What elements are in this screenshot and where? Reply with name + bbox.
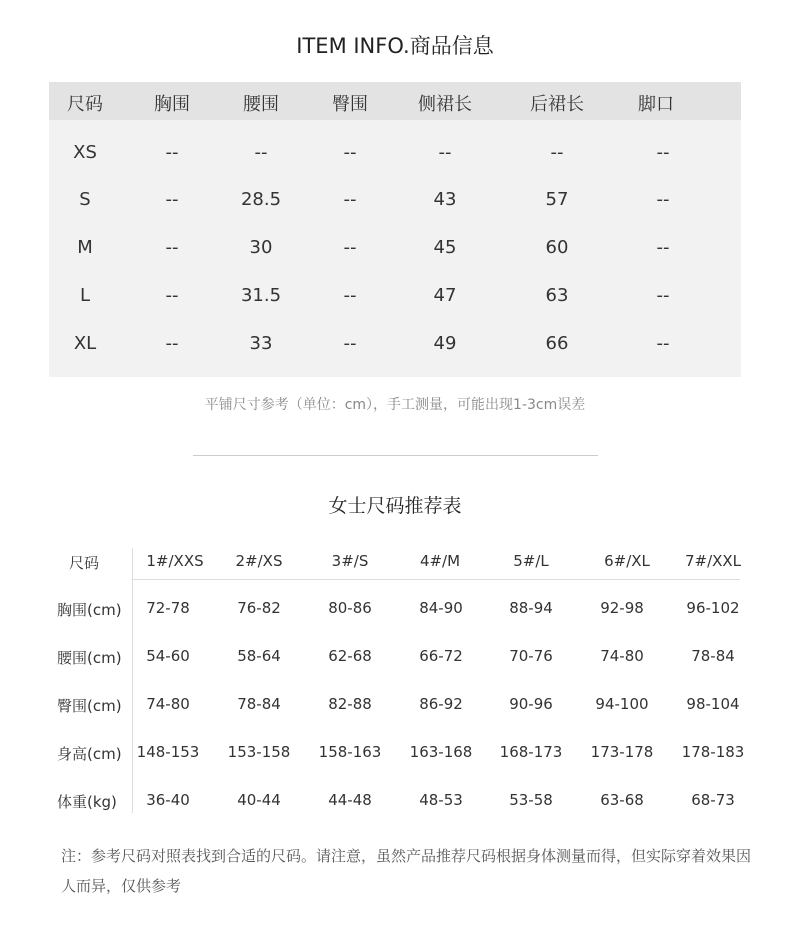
table-row <box>49 647 749 671</box>
table-cell: 54-60 <box>146 647 190 665</box>
table-cell: 78-84 <box>237 695 281 713</box>
header-size: 尺码 <box>68 554 100 572</box>
table-cell: 47 <box>433 285 457 306</box>
table-cell: 72-78 <box>146 599 190 617</box>
header-hip: 臀围 <box>332 94 368 115</box>
table-row <box>49 743 749 767</box>
table-row <box>49 695 749 719</box>
header-size-column: 7#/XXL <box>684 552 742 570</box>
row-label: 臀围(cm) <box>57 697 122 715</box>
table-cell: XS <box>73 142 97 163</box>
section-divider <box>193 455 598 456</box>
table-cell: -- <box>254 142 268 163</box>
header-side-length: 侧裙长 <box>418 94 472 115</box>
table-cell: 49 <box>433 333 457 354</box>
table-cell: 57 <box>545 189 569 210</box>
table-column-divider <box>132 548 133 813</box>
table-row <box>49 189 741 219</box>
header-size-column: 3#/S <box>331 552 369 570</box>
table-cell: 48-53 <box>419 791 463 809</box>
table-cell: 76-82 <box>237 599 281 617</box>
table-cell: L <box>79 285 91 306</box>
item-info-title: ITEM INFO.商品信息 <box>296 34 494 58</box>
table-cell: -- <box>656 333 670 354</box>
header-size-column: 5#/L <box>513 552 549 570</box>
row-label: 胸围(cm) <box>57 601 122 619</box>
table-cell: M <box>77 237 93 258</box>
table-header-divider <box>133 579 740 580</box>
table-cell: -- <box>656 142 670 163</box>
table-cell: 173-178 <box>590 743 654 761</box>
table-cell: 158-163 <box>318 743 382 761</box>
table-row <box>49 333 741 363</box>
table-row <box>49 142 741 172</box>
header-waist: 腰围 <box>243 94 279 115</box>
table-cell: 63-68 <box>600 791 644 809</box>
header-size-column: 6#/XL <box>604 552 650 570</box>
table-cell: -- <box>656 237 670 258</box>
table-cell: 92-98 <box>600 599 644 617</box>
table-cell: 98-104 <box>686 695 740 713</box>
table-cell: 36-40 <box>146 791 190 809</box>
table-cell: -- <box>165 142 179 163</box>
header-size-column: 4#/M <box>419 552 461 570</box>
table-cell: 44-48 <box>328 791 372 809</box>
table-cell: 168-173 <box>499 743 563 761</box>
table-cell: 63 <box>545 285 569 306</box>
table-cell: 148-153 <box>136 743 200 761</box>
table-cell: -- <box>656 189 670 210</box>
table-cell: 62-68 <box>328 647 372 665</box>
table-cell: -- <box>343 189 357 210</box>
table-cell: 33 <box>249 333 273 354</box>
row-label: 腰围(cm) <box>57 649 122 667</box>
table-cell: 31.5 <box>240 285 282 306</box>
table-cell: 84-90 <box>419 599 463 617</box>
row-label: 体重(kg) <box>57 793 117 811</box>
measurement-note: 平铺尺寸参考（单位：cm），手工测量，可能出现1-3cm误差 <box>204 397 586 413</box>
table-cell: 153-158 <box>227 743 291 761</box>
header-hem: 脚口 <box>638 94 674 115</box>
table-cell: 90-96 <box>509 695 553 713</box>
table-cell: -- <box>165 189 179 210</box>
row-label: 身高(cm) <box>57 745 122 763</box>
table-cell: 40-44 <box>237 791 281 809</box>
table-cell: 28.5 <box>240 189 282 210</box>
table-cell: 70-76 <box>509 647 553 665</box>
header-chest: 胸围 <box>154 94 190 115</box>
table-cell: XL <box>73 333 97 354</box>
table-row <box>49 237 741 267</box>
table-cell: 58-64 <box>237 647 281 665</box>
header-size: 尺码 <box>67 94 103 115</box>
table-cell: -- <box>343 237 357 258</box>
table-cell: -- <box>343 285 357 306</box>
table-cell: 74-80 <box>146 695 190 713</box>
table-cell: -- <box>550 142 564 163</box>
table-cell: 43 <box>433 189 457 210</box>
table-cell: 178-183 <box>681 743 745 761</box>
item-info-table <box>49 82 741 377</box>
table-cell: 86-92 <box>419 695 463 713</box>
table-cell: 53-58 <box>509 791 553 809</box>
item-info-header-row <box>49 82 741 120</box>
size-recommendation-table <box>49 545 749 815</box>
table-cell: 68-73 <box>691 791 735 809</box>
size-recommendation-title: 女士尺码推荐表 <box>328 495 462 517</box>
table-cell: 163-168 <box>409 743 473 761</box>
table-cell: 30 <box>249 237 273 258</box>
table-cell: 45 <box>433 237 457 258</box>
table-row <box>49 791 749 815</box>
table-cell: 66-72 <box>419 647 463 665</box>
table-cell: 60 <box>545 237 569 258</box>
table-cell: 88-94 <box>509 599 553 617</box>
table-cell: -- <box>438 142 452 163</box>
table-cell: S <box>79 189 91 210</box>
table-cell: -- <box>656 285 670 306</box>
header-size-column: 2#/XS <box>235 552 283 570</box>
table-cell: 96-102 <box>686 599 740 617</box>
table-cell: 66 <box>545 333 569 354</box>
table-row <box>49 599 749 623</box>
table-cell: 94-100 <box>595 695 649 713</box>
header-back-length: 后裙长 <box>530 94 584 115</box>
table-cell: -- <box>165 237 179 258</box>
table-cell: 80-86 <box>328 599 372 617</box>
table-row <box>49 285 741 315</box>
table-cell: -- <box>165 285 179 306</box>
footer-note: 注：参考尺码对照表找到合适的尺码。请注意，虽然产品推荐尺码根据身体测量而得，但实际穿着效果因人而异，仅供参考 <box>61 847 752 895</box>
table-cell: 78-84 <box>691 647 735 665</box>
header-size-column: 1#/XXS <box>146 552 204 570</box>
table-cell: -- <box>343 333 357 354</box>
table-cell: -- <box>165 333 179 354</box>
table-cell: -- <box>343 142 357 163</box>
table-cell: 74-80 <box>600 647 644 665</box>
table-cell: 82-88 <box>328 695 372 713</box>
